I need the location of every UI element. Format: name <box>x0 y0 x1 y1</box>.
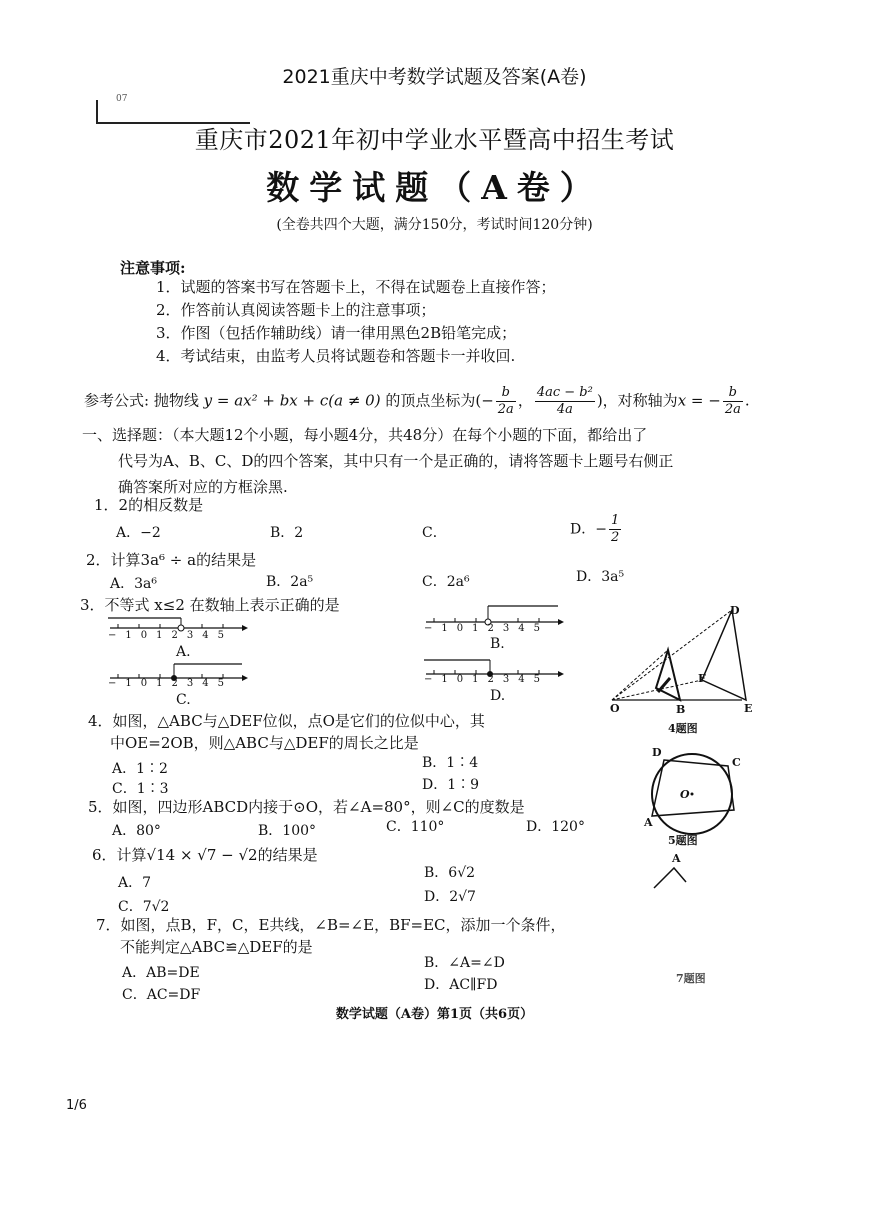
question-3: 3．不等式 x≤2 在数轴上表示正确的是 <box>80 596 340 614</box>
q4-option-b: B．1∶4 <box>422 755 479 771</box>
point-label: C <box>732 756 741 769</box>
question-4: 4．如图，△ABC与△DEF位似，点O是它们的位似中心，其 <box>88 712 485 730</box>
reference-formula: 参考公式: 抛物线 y = ax² + bx + c(a ≠ 0) 的顶点坐标为(− $\frac{b}{2a}$ ， $\frac{\text{4ac − b²}}{4a}$ )，对称轴为x = − $\frac{b}{2a}$ . <box>84 385 750 417</box>
q5-option-c: C．110° <box>386 819 445 835</box>
page-footer: 数学试题（A卷）第1页（共6页） <box>335 1007 534 1022</box>
exam-title: 重庆市2021年初中学业水平暨高中招生考试 <box>194 126 675 154</box>
q3-option-a: A. <box>176 644 191 660</box>
q2-option-c: C．2a⁶ <box>422 574 470 590</box>
formula-mid: 的顶点坐标为(− <box>385 391 494 410</box>
exam-subject: 数学试题（A卷） <box>266 168 603 207</box>
figure-caption: 4题图 <box>668 722 698 735</box>
point-label: A <box>644 816 653 829</box>
tick-labels: −1012345 <box>108 678 233 689</box>
fraction: $\frac{\text{4ac − b²}}{4a}$ <box>536 385 593 417</box>
notes-heading: 注意事项: <box>120 259 186 277</box>
question-1: 1．2的相反数是 <box>94 496 204 514</box>
q1-option-d: D．− $\frac{1}{2}$ <box>570 513 620 545</box>
q3-option-b: B. <box>490 636 505 652</box>
q7-option-b: B．∠A=∠D <box>424 955 505 971</box>
figure-caption: 5题图 <box>668 834 698 847</box>
formula-prefix: 参考公式: 抛物线 <box>84 391 199 410</box>
formula-equation: y = ax² + bx + c(a ≠ 0) <box>203 391 381 410</box>
q1-option-a: A．−2 <box>116 525 161 541</box>
question-7: 7．如图，点B，F，C，E共线，∠B=∠E，BF=EC，添加一个条件， <box>96 916 566 934</box>
question-7-cont: 不能判定△ABC≌△DEF的是 <box>120 938 313 956</box>
tick-labels: −1012345 <box>424 623 549 634</box>
q3-option-d: D. <box>490 688 506 704</box>
tick-labels: −1012345 <box>424 674 549 685</box>
point-label: A <box>672 852 681 865</box>
document-title: 2021重庆中考数学试题及答案(A卷) <box>282 66 587 88</box>
q1-option-b: B．2 <box>270 525 304 541</box>
q6-option-b: B．6√2 <box>424 865 476 881</box>
point-label: B <box>676 703 686 716</box>
q1-option-c: C． <box>422 525 447 541</box>
point-label: O <box>680 788 690 801</box>
question-2: 2．计算3a⁶ ÷ a的结果是 <box>86 551 257 569</box>
page-number: 1/6 <box>66 1098 87 1113</box>
q4-option-c: C．1∶3 <box>112 781 169 797</box>
q5-option-d: D．120° <box>526 819 585 835</box>
point-label: D <box>730 604 740 617</box>
stamp-text: 07 <box>116 94 128 104</box>
question-5: 5．如图，四边形ABCD内接于⊙O，若∠A=80°，则∠C的度数是 <box>88 798 525 816</box>
question-4-cont: 中OE=2OB，则△ABC与△DEF的周长之比是 <box>110 734 419 752</box>
q3-option-c: C. <box>176 692 191 708</box>
note-item: 1．试题的答案书写在答题卡上，不得在试题卷上直接作答； <box>156 278 556 296</box>
note-item: 2．作答前认真阅读答题卡上的注意事项； <box>156 301 436 319</box>
fraction: $\frac{b}{2a}$ <box>724 385 741 417</box>
point-label: E <box>744 702 753 715</box>
figure-7-fragment <box>650 858 690 898</box>
q5-option-b: B．100° <box>258 823 317 839</box>
q6-option-c: C．7√2 <box>118 899 170 915</box>
fraction: $\frac{b}{2a}$ <box>497 385 514 417</box>
point-label: O <box>610 702 620 715</box>
q2-option-d: D．3a⁵ <box>576 569 625 585</box>
q7-option-a: A．AB=DE <box>122 965 200 981</box>
q4-option-a: A．1∶2 <box>112 761 168 777</box>
q6-option-d: D．2√7 <box>424 889 476 905</box>
tick-labels: −1012345 <box>108 630 233 641</box>
note-item: 4．考试结束，由监考人员将试题卷和答题卡一并收回. <box>156 347 516 365</box>
note-item: 3．作图（包括作辅助线）请一律用黑色2B铅笔完成； <box>156 324 517 342</box>
q7-option-c: C．AC=DF <box>122 987 201 1003</box>
q2-option-a: A．3a⁶ <box>110 576 157 592</box>
point-label: F <box>698 672 706 685</box>
formula-axis-text: )，对称轴为 <box>596 391 678 410</box>
question-6: 6．计算√14 × √7 − √2的结果是 <box>92 846 318 864</box>
q2-option-b: B．2a⁵ <box>266 574 314 590</box>
q7-option-d: D．AC∥FD <box>424 977 498 993</box>
q4-option-d: D．1∶9 <box>422 777 480 793</box>
figure-caption: 7题图 <box>676 972 706 985</box>
exam-info: (全卷共四个大题，满分150分，考试时间120分钟) <box>276 217 593 233</box>
point-label: D <box>652 746 662 759</box>
q5-option-a: A．80° <box>112 823 161 839</box>
section-1-intro: 一、选择题：（本大题12个小题，每小题4分，共48分）在每个小题的下面，都给出了 代号为A、B、C、D的四个答案，其中只有一个是正确的，请将答题卡上题号右侧正 确答案所对应的方框涂黑. <box>82 426 674 496</box>
q6-option-a: A．7 <box>118 875 152 891</box>
